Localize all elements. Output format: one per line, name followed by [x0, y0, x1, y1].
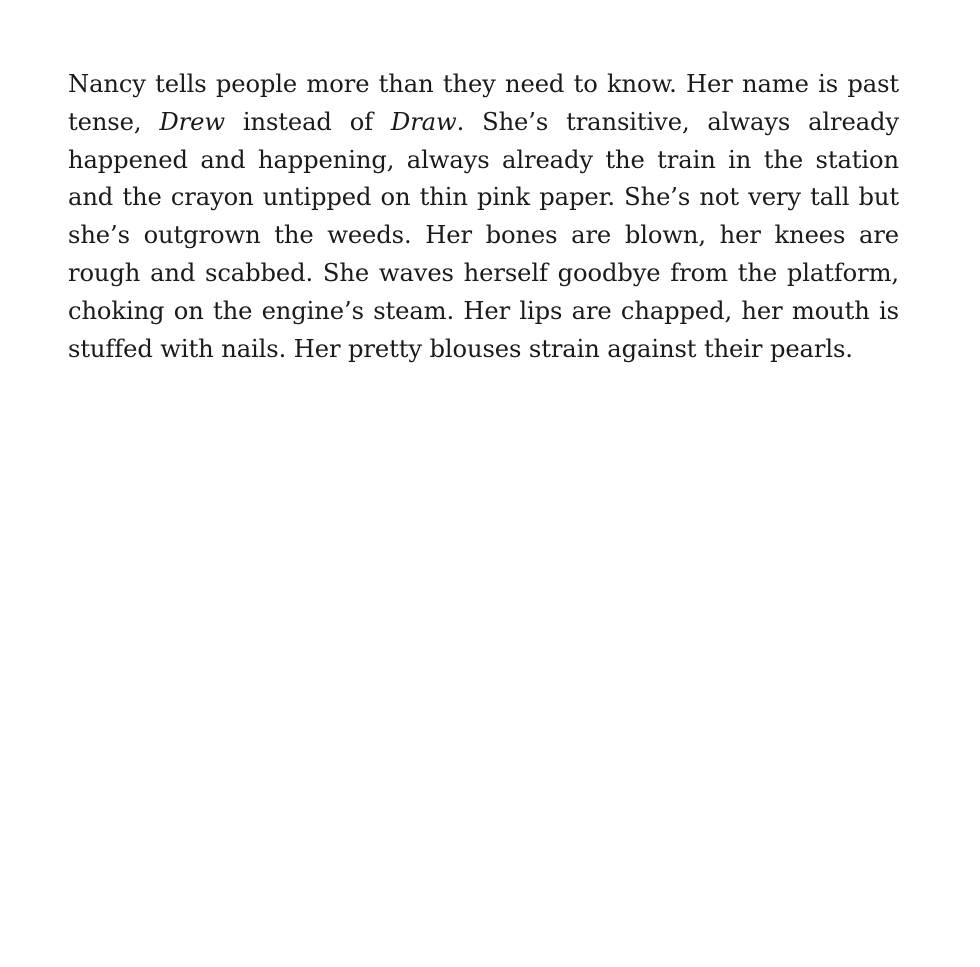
body-paragraph — [68, 66, 899, 368]
italic-word-draw: Draw — [390, 107, 457, 136]
paragraph-text-2: instead of — [224, 107, 391, 136]
italic-word-drew: Drew — [159, 107, 225, 136]
paragraph-text-1: Nancy tells people more than they need to know. Her name is past tense, — [68, 70, 899, 136]
paragraph-text-3: . She’s transitive, always already happened and happening, always already the train in the station and the crayon untipped on thin pink paper. She’s not very tall but she’s outgrown the weeds. Her bones are blown, her knees are rough and scabbed. She waves herself goodbye from the platform, choking on the engine’s steam. Her lips are chapped, her mouth is stuffed with nails. Her pretty blouses strain against their pearls. — [68, 107, 899, 363]
